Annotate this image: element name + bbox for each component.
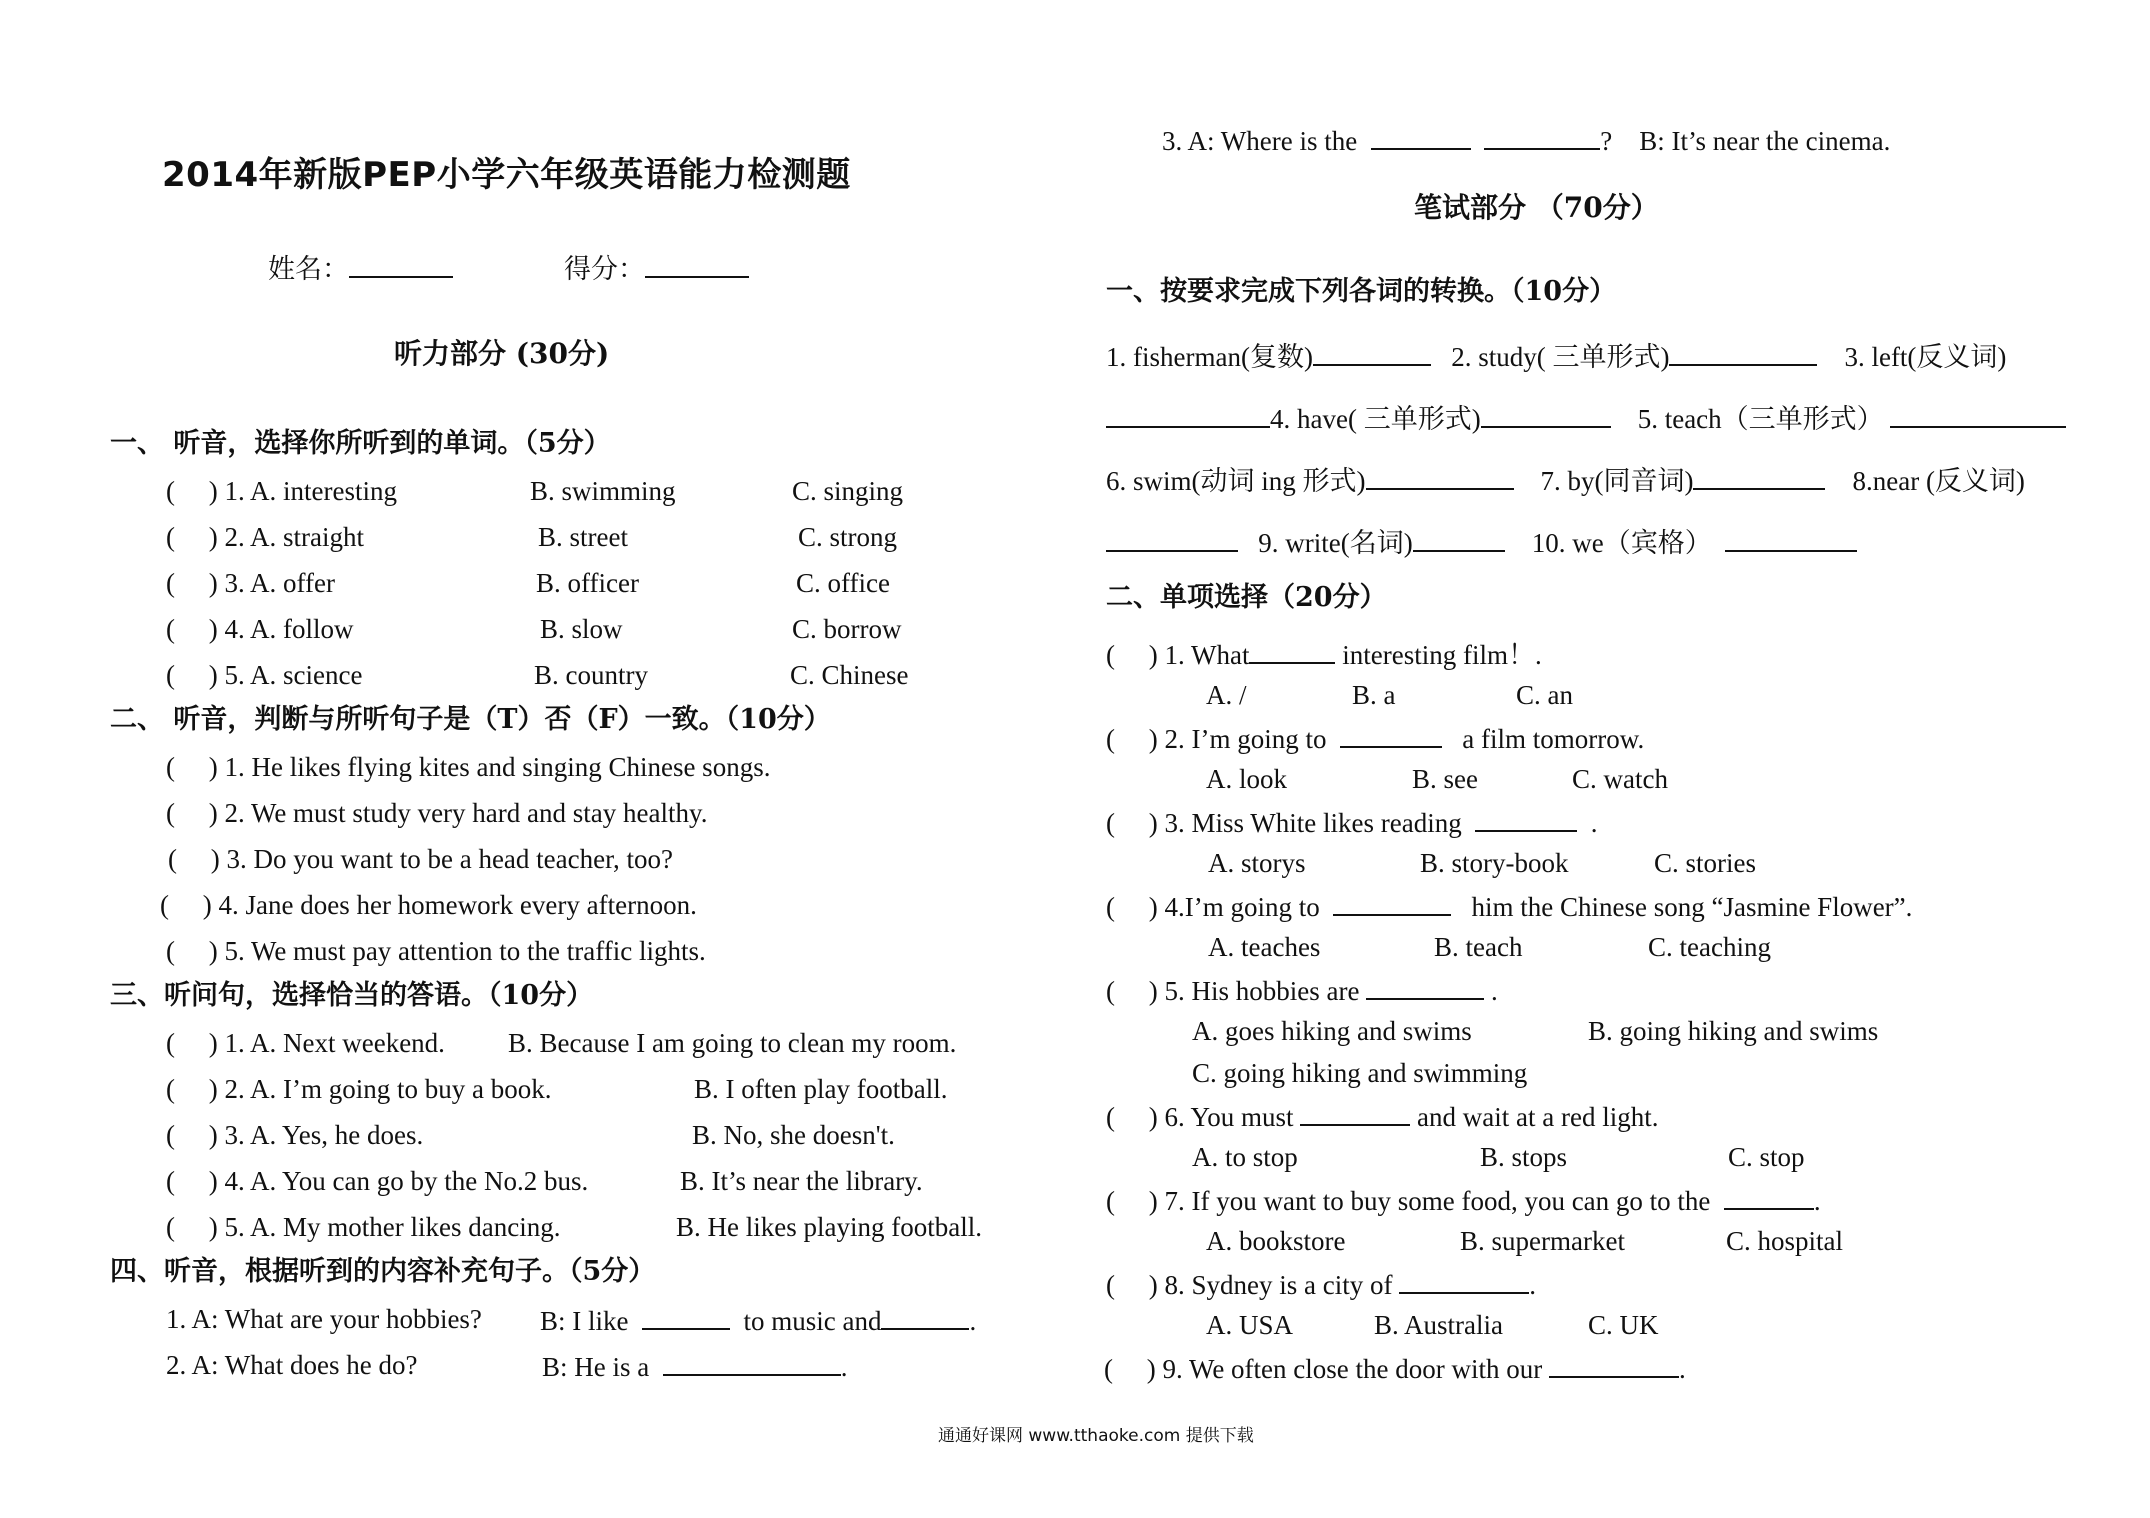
answer-blank[interactable]: [1371, 126, 1471, 150]
list-item[interactable]: ( ) 1. A. Next weekend.: [166, 1028, 445, 1058]
answer-blank[interactable]: [1413, 528, 1505, 552]
list-item[interactable]: ( ) 2. We must study very hard and stay healthy.: [166, 798, 708, 828]
mc-question-9[interactable]: ( ) 9. We often close the door with our .: [1104, 1354, 1686, 1384]
option-b: B. country: [534, 660, 648, 690]
mc-question-2[interactable]: ( ) 2. I’m going to a film tomorrow.: [1106, 724, 1645, 754]
answer-blank[interactable]: [1890, 404, 2066, 428]
list-item[interactable]: ( ) 2. A. straight: [166, 522, 364, 552]
listen-section-3-title: 三、听问句，选择恰当的答语。（10分）: [110, 980, 594, 1011]
option-c: C. singing: [792, 476, 904, 506]
score-label: 得分：: [564, 254, 645, 285]
mc-option[interactable]: B. Australia: [1374, 1310, 1503, 1340]
answer-blank[interactable]: [1249, 640, 1335, 664]
answer-blank[interactable]: [1724, 1186, 1814, 1210]
score-blank[interactable]: [645, 254, 749, 278]
mc-option[interactable]: C. hospital: [1726, 1226, 1844, 1256]
mc-option[interactable]: C. stories: [1654, 848, 1757, 878]
mc-question-1[interactable]: ( ) 1. What interesting film！.: [1106, 640, 1542, 670]
listen-section-2-title: 二、 听音，判断与所听句子是（T）否（F）一致。（10分）: [110, 704, 831, 735]
list-item[interactable]: ( ) 5. A. science: [166, 660, 363, 690]
list-item[interactable]: ( ) 3. A. offer: [166, 568, 335, 598]
list-item[interactable]: ( ) 4. A. follow: [166, 614, 354, 644]
mc-option[interactable]: A. bookstore: [1206, 1226, 1346, 1256]
listen-section-1-title: 一、 听音，选择你所听到的单词。（5分）: [110, 428, 611, 459]
option-b: B. I often play football.: [694, 1074, 948, 1104]
listen-section-4-title: 四、听音，根据听到的内容补充句子。（5分）: [110, 1256, 656, 1287]
mc-option[interactable]: B. stops: [1480, 1142, 1568, 1172]
mc-option[interactable]: A. teaches: [1208, 932, 1321, 962]
answer-blank[interactable]: [1481, 404, 1611, 428]
answer-blank[interactable]: [1366, 976, 1484, 1000]
answer-blank[interactable]: [1106, 404, 1270, 428]
page-footer: 通通好课网 www.tthaoke.com 提供下载: [938, 1426, 1254, 1446]
list-item[interactable]: ( ) 1. He likes flying kites and singing Chinese songs.: [166, 752, 771, 782]
mc-option[interactable]: A. USA: [1206, 1310, 1294, 1340]
write-section-1-title: 一、按要求完成下列各词的转换。（10分）: [1106, 276, 1617, 307]
option-b: B. Because I am going to clean my room.: [508, 1028, 957, 1058]
mc-option[interactable]: B. supermarket: [1460, 1226, 1625, 1256]
mc-option[interactable]: B. see: [1412, 764, 1478, 794]
mc-option[interactable]: C. watch: [1572, 764, 1668, 794]
answer-blank[interactable]: [1669, 342, 1817, 366]
list-item[interactable]: ( ) 4. Jane does her homework every afternoon.: [160, 890, 697, 920]
option-c: C. strong: [798, 522, 898, 552]
list-item[interactable]: ( ) 5. We must pay attention to the traffic lights.: [166, 936, 706, 966]
option-c: C. borrow: [792, 614, 902, 644]
answer-blank[interactable]: [1399, 1270, 1529, 1294]
list-item[interactable]: ( ) 4. A. You can go by the No.2 bus.: [166, 1166, 589, 1196]
mc-option[interactable]: A. /: [1206, 680, 1247, 710]
mc-question-3[interactable]: ( ) 3. Miss White likes reading .: [1106, 808, 1598, 838]
option-b: B. It’s near the library.: [680, 1166, 923, 1196]
option-b: B. officer: [536, 568, 639, 598]
name-field: [268, 254, 453, 283]
fill-question-2-answer: B: He is a .: [542, 1352, 848, 1382]
list-item[interactable]: ( ) 3. A. Yes, he does.: [166, 1120, 424, 1150]
option-b: B. He likes playing football.: [676, 1212, 982, 1242]
list-item[interactable]: ( ) 1. A. interesting: [166, 476, 397, 506]
option-b: B. slow: [540, 614, 623, 644]
answer-blank[interactable]: [1300, 1102, 1410, 1126]
word-transform-row-1: 1. fisherman(复数) 2. study( 三单形式) 3. left(反义词): [1106, 342, 2007, 372]
answer-blank[interactable]: [1475, 808, 1577, 832]
answer-blank[interactable]: [1366, 466, 1514, 490]
answer-blank[interactable]: [1725, 528, 1857, 552]
fill-question-1-answer: B: I like to music and .: [540, 1306, 977, 1336]
answer-blank[interactable]: [1693, 466, 1825, 490]
fill-question-1: 1. A: What are your hobbies?: [166, 1304, 482, 1334]
answer-blank[interactable]: [1106, 528, 1238, 552]
word-transform-row-2: 4. have( 三单形式) 5. teach（三单形式）: [1106, 404, 2066, 433]
mc-option[interactable]: A. storys: [1208, 848, 1306, 878]
listening-header: 听力部分 (30分): [394, 337, 610, 370]
answer-blank[interactable]: [1313, 342, 1431, 366]
name-label: 姓名：: [268, 254, 349, 285]
mc-option[interactable]: A. to stop: [1192, 1142, 1298, 1172]
answer-blank[interactable]: [663, 1352, 841, 1376]
list-item[interactable]: ( ) 3. Do you want to be a head teacher, too?: [168, 844, 673, 874]
mc-option[interactable]: C. stop: [1728, 1142, 1805, 1172]
mc-option[interactable]: C. UK: [1588, 1310, 1659, 1340]
answer-blank[interactable]: [642, 1306, 730, 1330]
mc-option[interactable]: A. look: [1206, 764, 1287, 794]
word-transform-row-3: 6. swim(动词 ing 形式) 7. by(同音词) 8.near (反义词): [1106, 466, 2025, 496]
mc-question-8[interactable]: ( ) 8. Sydney is a city of .: [1106, 1270, 1536, 1300]
mc-option[interactable]: B. a: [1352, 680, 1396, 710]
mc-option[interactable]: C. an: [1516, 680, 1573, 710]
word-transform-row-4: 9. write(名词) 10. we（宾格）: [1106, 528, 1857, 557]
option-b: B. swimming: [530, 476, 676, 506]
mc-question-7[interactable]: ( ) 7. If you want to buy some food, you can go to the .: [1106, 1186, 1821, 1216]
score-field: [564, 254, 749, 283]
writing-header: 笔试部分 （70分）: [1414, 191, 1659, 224]
fill-question-2: 2. A: What does he do?: [166, 1350, 418, 1380]
mc-question-4[interactable]: ( ) 4.I’m going to him the Chinese song “Jasmine Flower”.: [1106, 892, 1913, 922]
option-c: C. office: [796, 568, 890, 598]
option-b: B. street: [538, 522, 628, 552]
answer-blank[interactable]: [881, 1306, 969, 1330]
answer-blank[interactable]: [1333, 892, 1451, 916]
list-item[interactable]: ( ) 2. A. I’m going to buy a book.: [166, 1074, 552, 1104]
mc-question-5[interactable]: ( ) 5. His hobbies are .: [1106, 976, 1498, 1006]
fill-question-3: 3. A: Where is the ? B: It’s near the cinema.: [1162, 126, 1891, 156]
option-c: C. Chinese: [790, 660, 909, 690]
option-b: B. No, she doesn't.: [692, 1120, 895, 1150]
write-section-2-title: 二、单项选择（20分）: [1106, 582, 1387, 613]
answer-blank[interactable]: [1340, 724, 1442, 748]
answer-blank[interactable]: [1484, 126, 1600, 150]
name-blank[interactable]: [349, 254, 453, 278]
mc-option[interactable]: B. teach: [1434, 932, 1523, 962]
mc-question-6[interactable]: ( ) 6. You must and wait at a red light.: [1106, 1102, 1659, 1132]
mc-option[interactable]: B. story-book: [1420, 848, 1569, 878]
list-item[interactable]: ( ) 5. A. My mother likes dancing.: [166, 1212, 561, 1242]
answer-blank[interactable]: [1549, 1354, 1679, 1378]
mc-option[interactable]: C. teaching: [1648, 932, 1771, 962]
mc-option[interactable]: C. going hiking and swimming: [1192, 1058, 1528, 1088]
mc-option[interactable]: A. goes hiking and swims: [1192, 1016, 1472, 1046]
page-title: 2014年新版PEP小学六年级英语能力检测题: [162, 155, 851, 195]
mc-option[interactable]: B. going hiking and swims: [1588, 1016, 1879, 1046]
